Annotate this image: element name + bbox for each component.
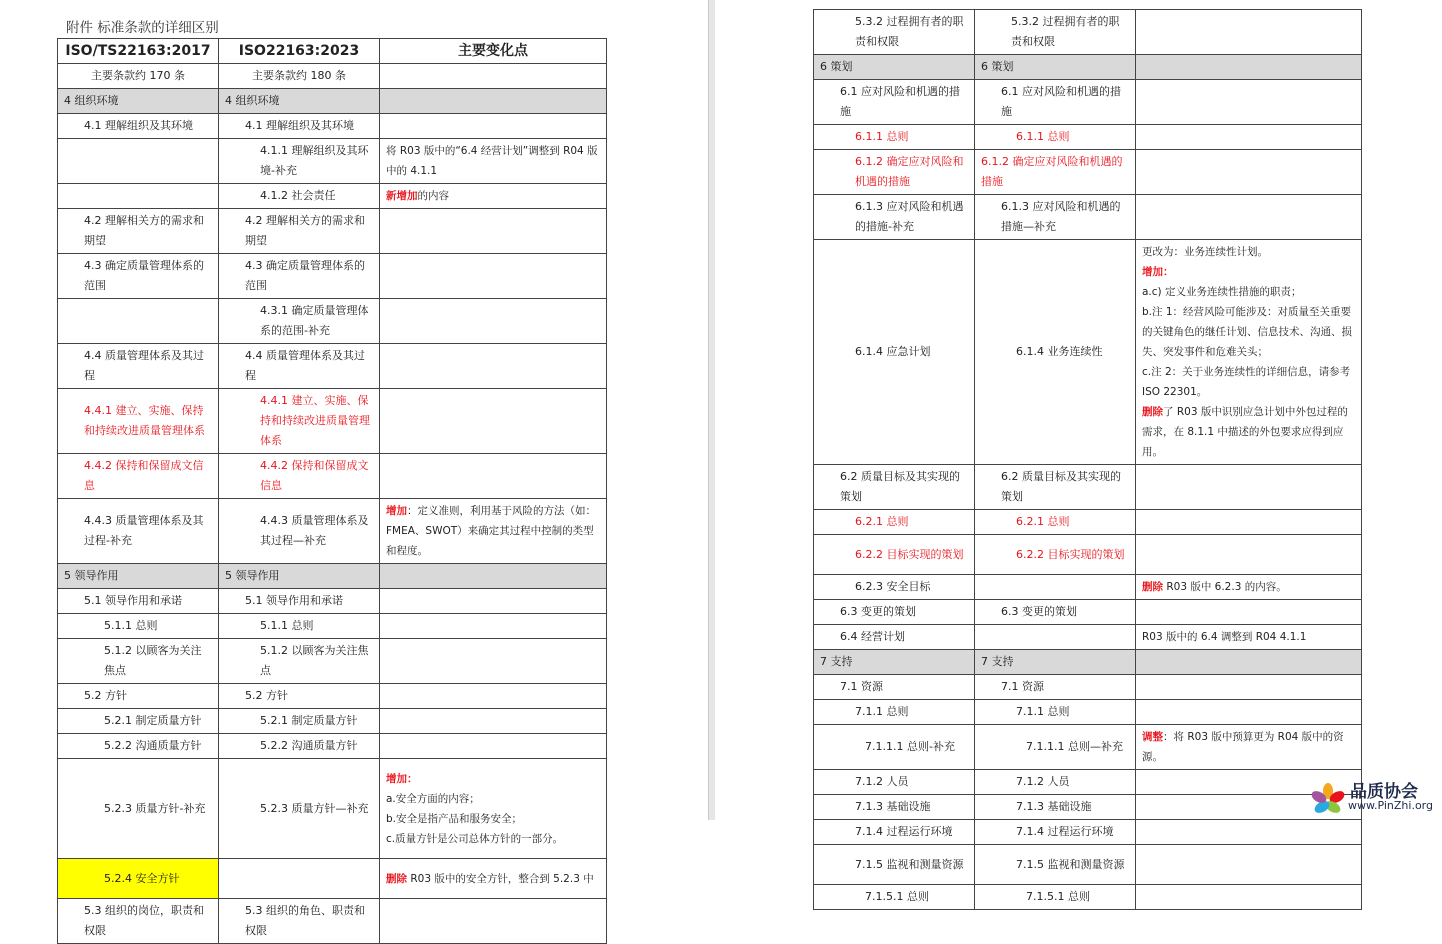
new-clause-cell: 6.2 质量目标及其实现的策划 [975,465,1136,510]
old-clause-cell [58,184,219,209]
table-row [58,734,607,759]
new-clause-cell: 6.1 应对风险和机遇的措施 [975,80,1136,125]
new-clause-cell: 4 组织环境 [219,89,380,114]
old-clause-cell: 5.1 领导作用和承诺 [58,589,219,614]
table-row [58,899,607,944]
change-note-cell [380,344,607,389]
change-note-cell [380,254,607,299]
change-note-cell [380,734,607,759]
new-clause-cell: 5 领导作用 [219,564,380,589]
new-clause-cell: 7 支持 [975,650,1136,675]
old-clause-cell: 5.1.2 以顾客为关注焦点 [58,639,219,684]
change-text: 更改为：业务连续性计划。 [1142,246,1268,258]
change-note-cell [1136,625,1362,650]
table-row [814,240,1362,465]
change-note-cell [380,389,607,454]
table-row [814,795,1362,820]
change-note-cell [1136,195,1362,240]
change-note-cell [1136,240,1362,465]
table-section-row [814,55,1362,80]
new-clause-cell: 4.1.2 社会责任 [219,184,380,209]
new-clause-cell: 6.1.1 总则 [975,125,1136,150]
old-clause-cell: 7.1.2 人员 [814,770,975,795]
change-note-cell [380,639,607,684]
change-note-cell [380,759,607,859]
new-clause-cell: 4.1.1 理解组织及其环境-补充 [219,139,380,184]
old-clause-cell: 6.1 应对风险和机遇的措施 [814,80,975,125]
change-note-cell [380,299,607,344]
change-note-cell [1136,80,1362,125]
old-clause-cell: 6.1.1 总则 [814,125,975,150]
change-note-cell [380,499,607,564]
table-section-row [58,564,607,589]
new-clause-cell: 7.1.3 基础设施 [975,795,1136,820]
old-clause-cell: 5.2.4 安全方针 [58,859,219,899]
new-clause-cell: 7.1.5 监视和测量资源 [975,845,1136,885]
table-row [814,675,1362,700]
table-row [814,845,1362,885]
table-section-row [814,650,1362,675]
old-clause-cell: 5.3 组织的岗位，职责和权限 [58,899,219,944]
change-note-cell [1136,125,1362,150]
old-clause-count: 主要条款约 170 条 [58,64,219,89]
table-row [814,770,1362,795]
table-row [58,589,607,614]
new-clause-count: 主要条款约 180 条 [219,64,380,89]
clause-comparison-table [57,38,607,944]
change-text: a.安全方面的内容； [386,792,480,805]
new-clause-cell: 6.1.3 应对风险和机遇的措施—补充 [975,195,1136,240]
old-clause-cell: 5.1.1 总则 [58,614,219,639]
flower-logo-icon [1310,783,1346,815]
old-clause-cell: 7.1.5.1 总则 [814,885,975,910]
table-row [58,859,607,899]
new-clause-cell: 6.2.2 目标实现的策划 [975,535,1136,575]
change-text: ：定义准则，利用基于风险的方法（如：FMEA、SWOT）来确定其过程中控制的类型和程度。 [386,505,596,557]
table-row [58,614,607,639]
change-text: a.c) 定义业务连续性措施的职责； [1142,286,1302,298]
new-clause-cell: 7.1.1.1 总则—补充 [975,725,1136,770]
table-row [58,684,607,709]
header-main-changes: 主要变化点 [380,39,607,64]
table-row [814,80,1362,125]
table-row [814,10,1362,55]
old-clause-cell: 6.1.3 应对风险和机遇的措施-补充 [814,195,975,240]
table-row [58,254,607,299]
old-clause-cell: 6.2 质量目标及其实现的策划 [814,465,975,510]
change-text: b.注 1：经营风险可能涉及：对质量至关重要的关键角色的继任计划、信息技术、沟通、损失、突发事件和危难关头； [1142,306,1352,358]
old-clause-cell: 6.4 经营计划 [814,625,975,650]
change-note-cell [380,89,607,114]
new-clause-cell: 7.1.5.1 总则 [975,885,1136,910]
table-row [58,114,607,139]
new-clause-cell: 4.4 质量管理体系及其过程 [219,344,380,389]
change-note-cell [1136,885,1362,910]
new-clause-cell: 5.2.2 沟通质量方针 [219,734,380,759]
new-clause-cell: 5.2 方针 [219,684,380,709]
change-text: 的内容 [417,190,449,202]
change-note-cell [380,859,607,899]
table-subheader-row [58,64,607,89]
table-section-row [58,89,607,114]
change-note-cell [1136,725,1362,770]
document-page-left [0,0,708,937]
change-keyword: 删除 [386,872,407,885]
change-note-cell [1136,820,1362,845]
new-clause-cell: 4.4.1 建立、实施、保持和持续改进质量管理体系 [219,389,380,454]
change-text: b.安全是指产品和服务安全； [386,812,523,825]
table-row [814,820,1362,845]
change-note-cell [380,114,607,139]
change-text: R03 版中的 6.4 调整到 R04 4.1.1 [1142,631,1307,643]
table-row [58,299,607,344]
change-keyword: 增加： [1142,266,1174,278]
table-row [58,454,607,499]
watermark-logo [1310,777,1438,817]
new-clause-cell: 7.1 资源 [975,675,1136,700]
change-note-cell [1136,465,1362,510]
table-row [58,344,607,389]
new-clause-cell: 4.3 确定质量管理体系的范围 [219,254,380,299]
change-text: R03 版中 6.2.3 的内容。 [1163,581,1287,593]
change-text: R03 版中的安全方针，整合到 5.2.3 中 [407,872,594,885]
change-note-cell [380,209,607,254]
table-header-row [58,39,607,64]
change-note-cell [380,184,607,209]
table-row [814,195,1362,240]
old-clause-cell: 7.1.4 过程运行环境 [814,820,975,845]
change-note-cell [380,589,607,614]
old-clause-cell: 6.2.1 总则 [814,510,975,535]
page-caption: 附件 标准条款的详细区别 [66,20,219,36]
new-clause-cell: 4.4.2 保持和保留成文信息 [219,454,380,499]
new-clause-cell: 7.1.2 人员 [975,770,1136,795]
change-note-cell [1136,55,1362,80]
new-clause-cell: 6 策划 [975,55,1136,80]
new-clause-cell: 5.2.1 制定质量方针 [219,709,380,734]
old-clause-cell: 4.4.2 保持和保留成文信息 [58,454,219,499]
change-note-cell [380,614,607,639]
change-note-cell [1136,700,1362,725]
new-clause-cell: 5.1 领导作用和承诺 [219,589,380,614]
table-row [58,139,607,184]
old-clause-cell: 6.2.2 目标实现的策划 [814,535,975,575]
old-clause-cell: 4 组织环境 [58,89,219,114]
change-keyword: 增加 [386,505,407,517]
document-page-right [715,0,1442,903]
old-clause-cell: 7.1.3 基础设施 [814,795,975,820]
change-note-cell [1136,510,1362,535]
old-clause-cell: 6.3 变更的策划 [814,600,975,625]
table-row [58,759,607,859]
old-clause-cell: 6 策划 [814,55,975,80]
table-row [814,150,1362,195]
new-clause-cell: 5.2.3 质量方针—补充 [219,759,380,859]
change-text: ：将 R03 版中预算更为 R04 版中的资源。 [1142,731,1344,763]
change-note-cell [380,899,607,944]
old-clause-cell: 4.4.3 质量管理体系及其过程-补充 [58,499,219,564]
new-clause-cell: 4.2 理解相关方的需求和期望 [219,209,380,254]
new-clause-cell: 5.1.2 以顾客为关注焦点 [219,639,380,684]
table-row [814,510,1362,535]
change-keyword: 增加： [386,772,418,785]
old-clause-cell: 7 支持 [814,650,975,675]
new-clause-cell: 5.1.1 总则 [219,614,380,639]
table-row [814,125,1362,150]
table-row [814,625,1362,650]
change-note-cell [1136,10,1362,55]
clause-comparison-table-continued [813,9,1362,910]
logo-name: 品质协会 [1350,782,1418,802]
old-clause-cell: 4.1 理解组织及其环境 [58,114,219,139]
old-clause-cell [58,139,219,184]
old-clause-cell: 5.2 方针 [58,684,219,709]
old-clause-cell: 5.2.3 质量方针-补充 [58,759,219,859]
table-row [58,709,607,734]
table-row [58,639,607,684]
header-new-standard: ISO22163:2023 [219,39,380,64]
old-clause-cell: 4.4 质量管理体系及其过程 [58,344,219,389]
old-clause-cell: 6.1.2 确定应对风险和机遇的措施 [814,150,975,195]
new-clause-cell: 4.3.1 确定质量管理体系的范围-补充 [219,299,380,344]
new-clause-cell: 7.1.1 总则 [975,700,1136,725]
change-note-cell [380,709,607,734]
table-row [58,499,607,564]
change-note-cell [1136,575,1362,600]
subheader-blank [380,64,607,89]
change-keyword: 删除 [1142,581,1163,593]
change-keyword: 删除 [1142,406,1163,418]
change-text: c.质量方针是公司总体方针的一部分。 [386,832,564,845]
table-row [58,209,607,254]
new-clause-cell: 5.3 组织的角色、职责和权限 [219,899,380,944]
change-note-cell [380,139,607,184]
table-row [814,600,1362,625]
old-clause-cell: 5.3.2 过程拥有者的职责和权限 [814,10,975,55]
table-row [814,465,1362,510]
old-clause-cell: 5 领导作用 [58,564,219,589]
new-clause-cell: 6.2.1 总则 [975,510,1136,535]
change-keyword: 调整 [1142,731,1163,743]
change-note-cell [1136,535,1362,575]
old-clause-cell [58,299,219,344]
new-clause-cell [975,575,1136,600]
new-clause-cell: 7.1.4 过程运行环境 [975,820,1136,845]
change-note-cell [380,454,607,499]
new-clause-cell: 4.1 理解组织及其环境 [219,114,380,139]
new-clause-cell: 6.1.2 确定应对风险和机遇的措施 [975,150,1136,195]
change-keyword: 新增加 [386,190,418,202]
new-clause-cell: 5.3.2 过程拥有者的职责和权限 [975,10,1136,55]
new-clause-cell: 4.4.3 质量管理体系及其过程—补充 [219,499,380,564]
logo-url: www.PinZhi.org [1348,799,1433,812]
old-clause-cell: 5.2.1 制定质量方针 [58,709,219,734]
new-clause-cell: 6.3 变更的策划 [975,600,1136,625]
table-row [58,184,607,209]
new-clause-cell: 6.1.4 业务连续性 [975,240,1136,465]
old-clause-cell: 5.2.2 沟通质量方针 [58,734,219,759]
table-row [814,885,1362,910]
old-clause-cell: 4.2 理解相关方的需求和期望 [58,209,219,254]
old-clause-cell: 7.1 资源 [814,675,975,700]
old-clause-cell: 7.1.1 总则 [814,700,975,725]
old-clause-cell: 7.1.1.1 总则-补充 [814,725,975,770]
new-clause-cell [219,859,380,899]
change-text: c.注 2：关于业务连续性的详细信息，请参考 ISO 22301。 [1142,366,1351,398]
change-text: 将 R03 版中的“6.4 经营计划”调整到 R04 版中的 4.1.1 [386,145,598,177]
old-clause-cell: 6.1.4 应急计划 [814,240,975,465]
change-note-cell [1136,650,1362,675]
table-row [814,725,1362,770]
old-clause-cell: 4.4.1 建立、实施、保持和持续改进质量管理体系 [58,389,219,454]
change-note-cell [380,684,607,709]
change-note-cell [1136,150,1362,195]
header-old-standard: ISO/TS22163:2017 [58,39,219,64]
table-row [814,535,1362,575]
change-text: 了 R03 版中识别应急计划中外包过程的需求，在 8.1.1 中描述的外包要求应得到应用。 [1142,406,1348,458]
old-clause-cell: 7.1.5 监视和测量资源 [814,845,975,885]
table-row [814,700,1362,725]
table-row [58,389,607,454]
change-note-cell [380,564,607,589]
table-row [814,575,1362,600]
old-clause-cell: 6.2.3 安全目标 [814,575,975,600]
old-clause-cell: 4.3 确定质量管理体系的范围 [58,254,219,299]
new-clause-cell [975,625,1136,650]
change-note-cell [1136,845,1362,885]
change-note-cell [1136,675,1362,700]
change-note-cell [1136,600,1362,625]
